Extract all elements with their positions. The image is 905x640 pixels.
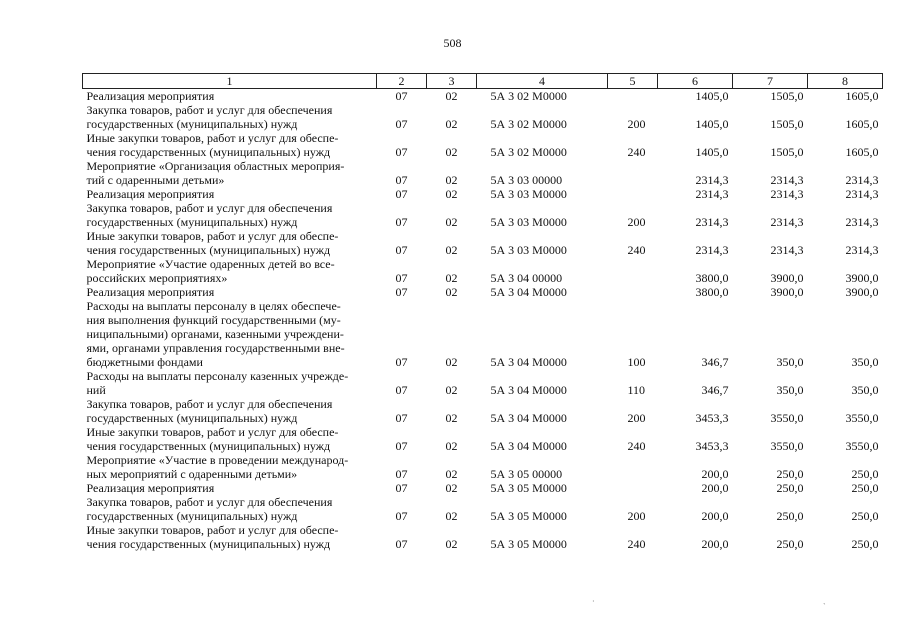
row-name-text: Расходы на выплаты персоналу казенных учрежде- ний xyxy=(86,369,349,397)
row-section: 07 xyxy=(395,481,408,495)
row-amount-col7: 2314,3 xyxy=(770,243,804,257)
row-name-text: Иные закупки товаров, работ и услуг для обеспе- чения государственных (муниципальных) нужд xyxy=(86,523,339,551)
row-subsection: 02 xyxy=(445,145,458,159)
row-amount-col7: 250,0 xyxy=(776,467,804,481)
header-col-3: 3 xyxy=(427,74,477,89)
row-name-text: Иные закупки товаров, работ и услуг для обеспе- чения государственных (муниципальных) нужд xyxy=(86,131,339,159)
row-amount-col8: 250,0 xyxy=(851,467,879,481)
row-subsection: 02 xyxy=(445,215,458,229)
row-amount-col8: 1605,0 xyxy=(845,117,879,131)
row-name-text: Закупка товаров, работ и услуг для обеспечения государственных (муниципальных) нужд xyxy=(86,103,333,131)
row-amount-col8: 2314,3 xyxy=(845,243,879,257)
row-target-code: 5А 3 05 M0000 xyxy=(490,481,567,495)
row-expense-type: 100 xyxy=(627,355,646,369)
row-expense-type xyxy=(608,257,658,285)
row-name-text: Реализация мероприятия xyxy=(86,285,215,299)
row-amount-col8: 3550,0 xyxy=(845,411,879,425)
row-name xyxy=(83,103,377,131)
row-subsection: 02 xyxy=(445,355,458,369)
row-target-code: 5А 3 02 M0000 xyxy=(490,145,567,159)
row-subsection: 02 xyxy=(445,89,458,103)
row-subsection: 02 xyxy=(445,173,458,187)
scan-speck: · xyxy=(592,597,595,606)
table-header xyxy=(83,74,883,89)
table-row xyxy=(83,257,883,285)
row-amount-col6: 2314,3 xyxy=(695,215,729,229)
row-target-code: 5А 3 03 M0000 xyxy=(490,215,567,229)
row-amount-col6: 1405,0 xyxy=(695,89,729,103)
row-name xyxy=(83,299,377,369)
row-section: 07 xyxy=(395,383,408,397)
row-amount-col7: 3900,0 xyxy=(770,285,804,299)
row-amount-col6: 3800,0 xyxy=(695,271,729,285)
row-expense-type xyxy=(608,89,658,104)
row-name-text: Мероприятие «Участие в проведении международ- ных мероприятий с одаренными детьми» xyxy=(86,453,349,481)
row-amount-col8: 2314,3 xyxy=(845,173,879,187)
table-row xyxy=(83,285,883,299)
row-amount-col7: 250,0 xyxy=(776,481,804,495)
row-amount-col6: 1405,0 xyxy=(695,117,729,131)
row-target-code: 5А 3 04 00000 xyxy=(490,271,563,285)
row-target-code: 5А 3 03 M0000 xyxy=(490,187,567,201)
row-subsection: 02 xyxy=(445,481,458,495)
header-col-5: 5 xyxy=(608,74,658,89)
row-name xyxy=(83,131,377,159)
row-target-code: 5А 3 05 00000 xyxy=(490,467,563,481)
row-amount-col6: 3800,0 xyxy=(695,285,729,299)
row-name-text: Закупка товаров, работ и услуг для обеспечения государственных (муниципальных) нужд xyxy=(86,201,333,229)
table-row xyxy=(83,131,883,159)
row-target-code: 5А 3 02 M0000 xyxy=(490,117,567,131)
row-subsection: 02 xyxy=(445,509,458,523)
row-section: 07 xyxy=(395,173,408,187)
header-col-4: 4 xyxy=(477,74,608,89)
row-expense-type xyxy=(608,453,658,481)
row-section: 07 xyxy=(395,439,408,453)
row-amount-col6: 2314,3 xyxy=(695,187,729,201)
row-expense-type: 240 xyxy=(627,243,646,257)
row-section: 07 xyxy=(395,285,408,299)
row-name-text: Расходы на выплаты персоналу в целях обеспече- ния выполнения функций государственными (му- ниципальными) органами, казенными учреждени- ями, органами управления государственными вне- бюджетными фондами xyxy=(86,299,345,369)
row-name-text: Реализация мероприятия xyxy=(86,187,215,201)
row-amount-col8: 2314,3 xyxy=(845,215,879,229)
row-amount-col8: 1605,0 xyxy=(845,145,879,159)
row-target-code: 5А 3 02 M0000 xyxy=(490,89,567,103)
row-name xyxy=(83,159,377,187)
table-row xyxy=(83,89,883,104)
row-subsection: 02 xyxy=(445,383,458,397)
row-name xyxy=(83,229,377,257)
row-name xyxy=(83,187,377,201)
row-expense-type: 200 xyxy=(627,117,646,131)
row-section: 07 xyxy=(395,411,408,425)
row-section: 07 xyxy=(395,117,408,131)
row-amount-col8: 250,0 xyxy=(851,537,879,551)
row-name-text: Иные закупки товаров, работ и услуг для обеспе- чения государственных (муниципальных) нужд xyxy=(86,229,339,257)
row-expense-type: 110 xyxy=(627,383,646,397)
row-amount-col7: 3550,0 xyxy=(770,439,804,453)
scan-speck: ` xyxy=(823,602,826,611)
row-subsection: 02 xyxy=(445,187,458,201)
row-amount-col8: 3900,0 xyxy=(845,271,879,285)
row-target-code: 5А 3 04 M0000 xyxy=(490,355,567,369)
row-name-text: Мероприятие «Участие одаренных детей во все- российских мероприятиях» xyxy=(86,257,335,285)
table-row xyxy=(83,453,883,481)
row-amount-col6: 3453,3 xyxy=(695,439,729,453)
table-row xyxy=(83,159,883,187)
row-name xyxy=(83,453,377,481)
row-subsection: 02 xyxy=(445,537,458,551)
row-amount-col8: 250,0 xyxy=(851,509,879,523)
table-row xyxy=(83,495,883,523)
row-name xyxy=(83,257,377,285)
row-amount-col7: 250,0 xyxy=(776,537,804,551)
row-subsection: 02 xyxy=(445,271,458,285)
row-section: 07 xyxy=(395,467,408,481)
table-row xyxy=(83,103,883,131)
row-expense-type xyxy=(608,187,658,201)
row-section: 07 xyxy=(395,187,408,201)
row-name xyxy=(83,481,377,495)
row-amount-col8: 250,0 xyxy=(851,481,879,495)
table-row xyxy=(83,425,883,453)
row-amount-col7: 1505,0 xyxy=(770,117,804,131)
header-col-1: 1 xyxy=(83,74,377,89)
table-row xyxy=(83,187,883,201)
row-amount-col7: 3900,0 xyxy=(770,271,804,285)
header-col-7: 7 xyxy=(733,74,808,89)
row-amount-col8: 3900,0 xyxy=(845,285,879,299)
row-amount-col8: 350,0 xyxy=(851,355,879,369)
row-amount-col8: 1605,0 xyxy=(845,89,879,103)
row-amount-col7: 350,0 xyxy=(776,355,804,369)
row-amount-col7: 3550,0 xyxy=(770,411,804,425)
row-amount-col7: 1505,0 xyxy=(770,89,804,103)
row-section: 07 xyxy=(395,89,408,103)
table-row xyxy=(83,299,883,369)
row-amount-col6: 3453,3 xyxy=(695,411,729,425)
row-expense-type: 200 xyxy=(627,411,646,425)
row-subsection: 02 xyxy=(445,439,458,453)
row-section: 07 xyxy=(395,215,408,229)
row-amount-col6: 200,0 xyxy=(701,467,729,481)
row-name xyxy=(83,285,377,299)
row-name xyxy=(83,495,377,523)
row-amount-col7: 250,0 xyxy=(776,509,804,523)
row-name-text: Реализация мероприятия xyxy=(86,481,215,495)
row-amount-col7: 1505,0 xyxy=(770,145,804,159)
table-body xyxy=(83,89,883,552)
row-amount-col6: 200,0 xyxy=(701,537,729,551)
row-section: 07 xyxy=(395,271,408,285)
row-name xyxy=(83,425,377,453)
row-name-text: Закупка товаров, работ и услуг для обеспечения государственных (муниципальных) нужд xyxy=(86,397,333,425)
row-name xyxy=(83,369,377,397)
page-number: 508 xyxy=(443,36,462,50)
row-name-text: Мероприятие «Организация областных мероприя- тий с одаренными детьми» xyxy=(86,159,345,187)
row-amount-col6: 346,7 xyxy=(701,355,729,369)
row-expense-type xyxy=(608,159,658,187)
row-target-code: 5А 3 05 M0000 xyxy=(490,509,567,523)
row-subsection: 02 xyxy=(445,243,458,257)
row-section: 07 xyxy=(395,355,408,369)
row-subsection: 02 xyxy=(445,467,458,481)
row-target-code: 5А 3 04 M0000 xyxy=(490,411,567,425)
header-col-6: 6 xyxy=(658,74,733,89)
table-row xyxy=(83,397,883,425)
row-amount-col8: 3550,0 xyxy=(845,439,879,453)
row-expense-type xyxy=(608,481,658,495)
table-row xyxy=(83,201,883,229)
row-amount-col6: 200,0 xyxy=(701,481,729,495)
row-name xyxy=(83,89,377,104)
row-name-text: Иные закупки товаров, работ и услуг для обеспе- чения государственных (муниципальных) нужд xyxy=(86,425,339,453)
row-amount-col6: 200,0 xyxy=(701,509,729,523)
row-section: 07 xyxy=(395,243,408,257)
row-section: 07 xyxy=(395,537,408,551)
row-name xyxy=(83,201,377,229)
row-target-code: 5А 3 03 00000 xyxy=(490,173,563,187)
row-target-code: 5А 3 04 M0000 xyxy=(490,285,567,299)
row-amount-col7: 2314,3 xyxy=(770,173,804,187)
budget-table xyxy=(82,73,883,551)
row-amount-col6: 2314,3 xyxy=(695,173,729,187)
row-name xyxy=(83,397,377,425)
row-target-code: 5А 3 04 M0000 xyxy=(490,439,567,453)
row-expense-type: 200 xyxy=(627,215,646,229)
table-row xyxy=(83,481,883,495)
header-col-2: 2 xyxy=(377,74,427,89)
header-row xyxy=(83,74,883,89)
row-amount-col7: 2314,3 xyxy=(770,187,804,201)
row-expense-type xyxy=(608,285,658,299)
row-name-text: Закупка товаров, работ и услуг для обеспечения государственных (муниципальных) нужд xyxy=(86,495,333,523)
row-expense-type: 240 xyxy=(627,439,646,453)
table-row xyxy=(83,523,883,551)
row-amount-col6: 346,7 xyxy=(701,383,729,397)
header-col-8: 8 xyxy=(808,74,883,89)
row-expense-type: 200 xyxy=(627,509,646,523)
row-target-code: 5А 3 03 M0000 xyxy=(490,243,567,257)
row-expense-type: 240 xyxy=(627,537,646,551)
row-expense-type: 240 xyxy=(627,145,646,159)
row-amount-col7: 350,0 xyxy=(776,383,804,397)
row-section: 07 xyxy=(395,145,408,159)
row-name-text: Реализация мероприятия xyxy=(86,89,215,103)
table-row xyxy=(83,369,883,397)
row-amount-col6: 2314,3 xyxy=(695,243,729,257)
row-amount-col6: 1405,0 xyxy=(695,145,729,159)
row-target-code: 5А 3 05 M0000 xyxy=(490,537,567,551)
row-section: 07 xyxy=(395,509,408,523)
row-target-code: 5А 3 04 M0000 xyxy=(490,383,567,397)
row-name xyxy=(83,523,377,551)
row-amount-col8: 2314,3 xyxy=(845,187,879,201)
row-subsection: 02 xyxy=(445,411,458,425)
row-subsection: 02 xyxy=(445,285,458,299)
row-amount-col7: 2314,3 xyxy=(770,215,804,229)
table-row xyxy=(83,229,883,257)
row-amount-col8: 350,0 xyxy=(851,383,879,397)
row-subsection: 02 xyxy=(445,117,458,131)
